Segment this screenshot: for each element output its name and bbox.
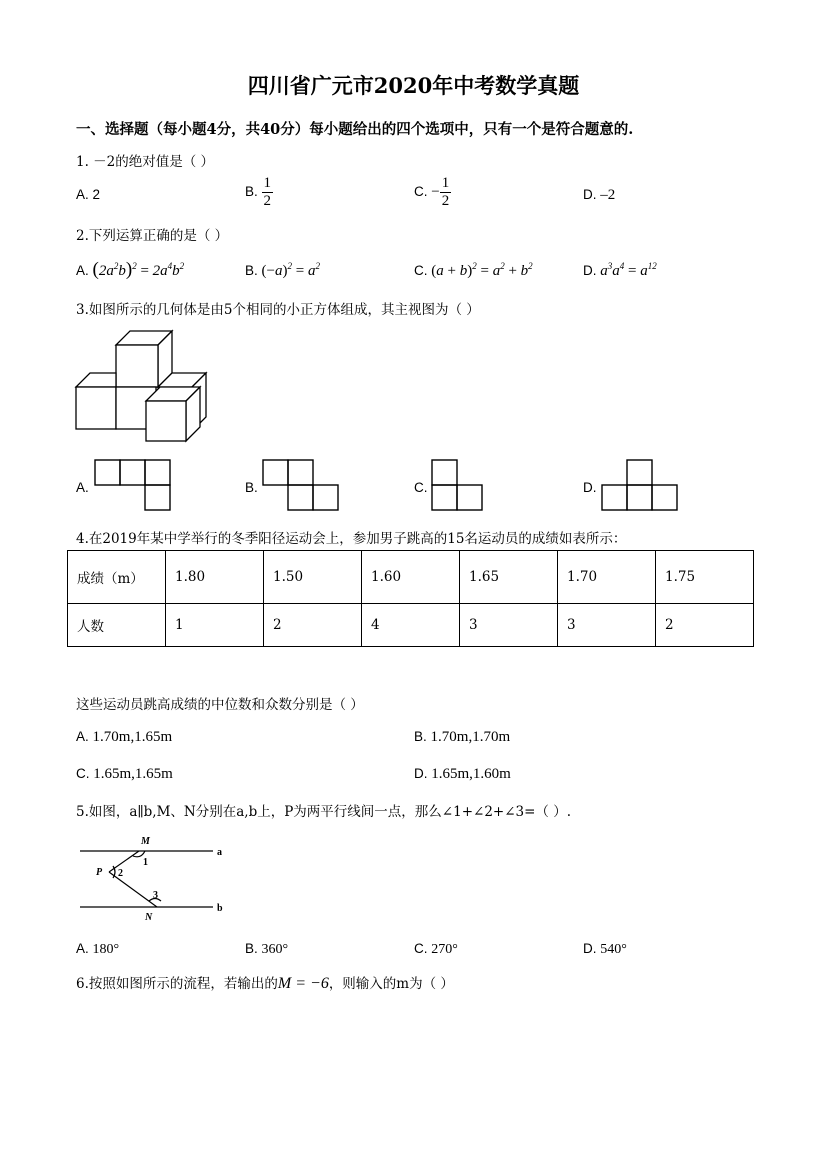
option-value: 1.70m,1.70m	[430, 729, 511, 745]
table-cell: 3	[460, 604, 558, 647]
page-title: 四川省广元市2020年中考数学真题	[247, 73, 580, 98]
option-label: C.	[414, 184, 428, 200]
option-value: 1.65m,1.60m	[431, 766, 511, 782]
q3-option-d-label: D.	[583, 480, 597, 495]
option-label: A.	[76, 263, 89, 278]
table-cell: 2	[656, 604, 754, 647]
option-value: 1.70m,1.65m	[92, 729, 173, 745]
label-m: M	[141, 836, 150, 847]
q3-option-c-label: C.	[414, 480, 428, 495]
fraction: $\frac{1}{2}$	[263, 175, 272, 209]
option-label: B.	[245, 941, 258, 956]
q6-stem-pre: 6.按照如图所示的流程，若输出的	[76, 976, 278, 992]
table-header-cell: 人数	[68, 604, 166, 647]
q2-a-expression: $(2a^2b)^2 = 2a^4b^2$	[92, 259, 185, 280]
option-label: C.	[414, 941, 428, 956]
q2-b-expression: $(-a)^2 = a^2$	[261, 261, 320, 279]
option-label: B.	[245, 184, 258, 200]
table-cell: 4	[362, 604, 460, 647]
angle-1-label: 1	[143, 857, 148, 868]
q5-option-d	[583, 941, 627, 958]
q3-option-c-figure	[431, 459, 491, 513]
q2-c-expression: $(a + b)^2 = a^2 + b^2$	[431, 261, 533, 279]
option-label: D.	[583, 941, 597, 956]
q1-option-b	[245, 175, 273, 210]
angle-3-label: 3	[153, 890, 158, 901]
q2-option-a	[76, 259, 184, 281]
q5-stem: 5.如图，a∥b,M、N分别在a,b上，P为两平行线间一点，那么∠1+∠2+∠3=（ ）.	[76, 804, 572, 820]
q5-option-b	[245, 941, 288, 958]
label-n: N	[145, 912, 153, 922]
option-label: A.	[76, 729, 89, 744]
parallel-lines-figure	[75, 830, 235, 922]
table-cell: 1.70	[558, 551, 656, 604]
q6-stem-post: ，则输入的m为（ ）	[328, 976, 454, 992]
option-label: D.	[583, 263, 597, 278]
label-p: P	[96, 867, 103, 878]
option-value: 360°	[261, 942, 289, 957]
q2-option-b	[245, 261, 320, 280]
q4-stem: 4.在2019年某中学举行的冬季阳径运动会上，参加男子跳高的15名运动员的成绩如表所示：	[76, 531, 627, 547]
option-value: 2	[92, 187, 101, 202]
option-label: C.	[76, 766, 90, 781]
q2-d-expression: $a^3a^4 = a^{12}$	[600, 261, 657, 279]
minus-sign: −	[431, 184, 440, 201]
option-value: –2	[600, 187, 616, 203]
q3-option-b-figure	[262, 459, 342, 513]
q4-option-d	[414, 766, 511, 783]
q2-option-c	[414, 261, 533, 280]
q5-option-c	[414, 941, 458, 958]
table-cell: 1.80	[166, 551, 264, 604]
q3-option-d-figure	[601, 459, 681, 513]
q6-stem-math: M = −6	[277, 975, 329, 992]
q6-stem	[76, 972, 454, 993]
option-label: C.	[414, 263, 428, 278]
q2-stem: 2.下列运算正确的是（ ）	[76, 228, 229, 244]
q3-option-a-figure	[94, 459, 174, 513]
option-label: A.	[76, 187, 89, 202]
score-table	[67, 550, 754, 647]
q1-option-a	[76, 187, 100, 202]
q4-question: 这些运动员跳高成绩的中位数和众数分别是（ ）	[76, 697, 364, 713]
table-cell: 2	[264, 604, 362, 647]
option-label: A.	[76, 941, 89, 956]
option-value: 180°	[92, 942, 120, 957]
table-header-cell: 成绩（m）	[68, 551, 166, 604]
option-label: B.	[245, 263, 258, 278]
option-value: 1.65m,1.65m	[93, 766, 173, 782]
table-cell: 1.50	[264, 551, 362, 604]
q5-option-a	[76, 941, 119, 958]
line-a-label: a	[217, 847, 222, 858]
option-label: D.	[583, 187, 597, 202]
table-cell: 1.65	[460, 551, 558, 604]
q4-option-c	[76, 766, 173, 783]
option-value: 540°	[600, 942, 627, 957]
q4-option-b	[414, 729, 510, 746]
table-cell: 1.75	[656, 551, 754, 604]
q1-option-d	[583, 187, 615, 204]
q2-option-d	[583, 261, 657, 280]
fraction: $\frac{1}{2}$	[441, 175, 450, 209]
q1-option-c	[414, 175, 451, 210]
q3-stem: 3.如图所示的几何体是由5个相同的小正方体组成，其主视图为（ ）	[76, 302, 480, 318]
q3-option-a-label: A.	[76, 480, 89, 495]
angle-2-label: 2	[118, 868, 123, 879]
q4-option-a	[76, 729, 172, 746]
option-label: B.	[414, 729, 427, 744]
table-cell: 3	[558, 604, 656, 647]
line-b-label: b	[217, 903, 223, 914]
option-label: D.	[414, 766, 428, 781]
table-cell: 1.60	[362, 551, 460, 604]
cube-solid-figure	[70, 325, 215, 445]
table-cell: 1	[166, 604, 264, 647]
option-value: 270°	[431, 942, 458, 957]
q1-stem: 1. －2的绝对值是（ ）	[76, 154, 215, 170]
q3-option-b-label: B.	[245, 480, 258, 495]
section-heading: 一、选择题（每小题4分，共40分）每小题给出的四个选项中，只有一个是符合题意的.	[76, 121, 634, 138]
